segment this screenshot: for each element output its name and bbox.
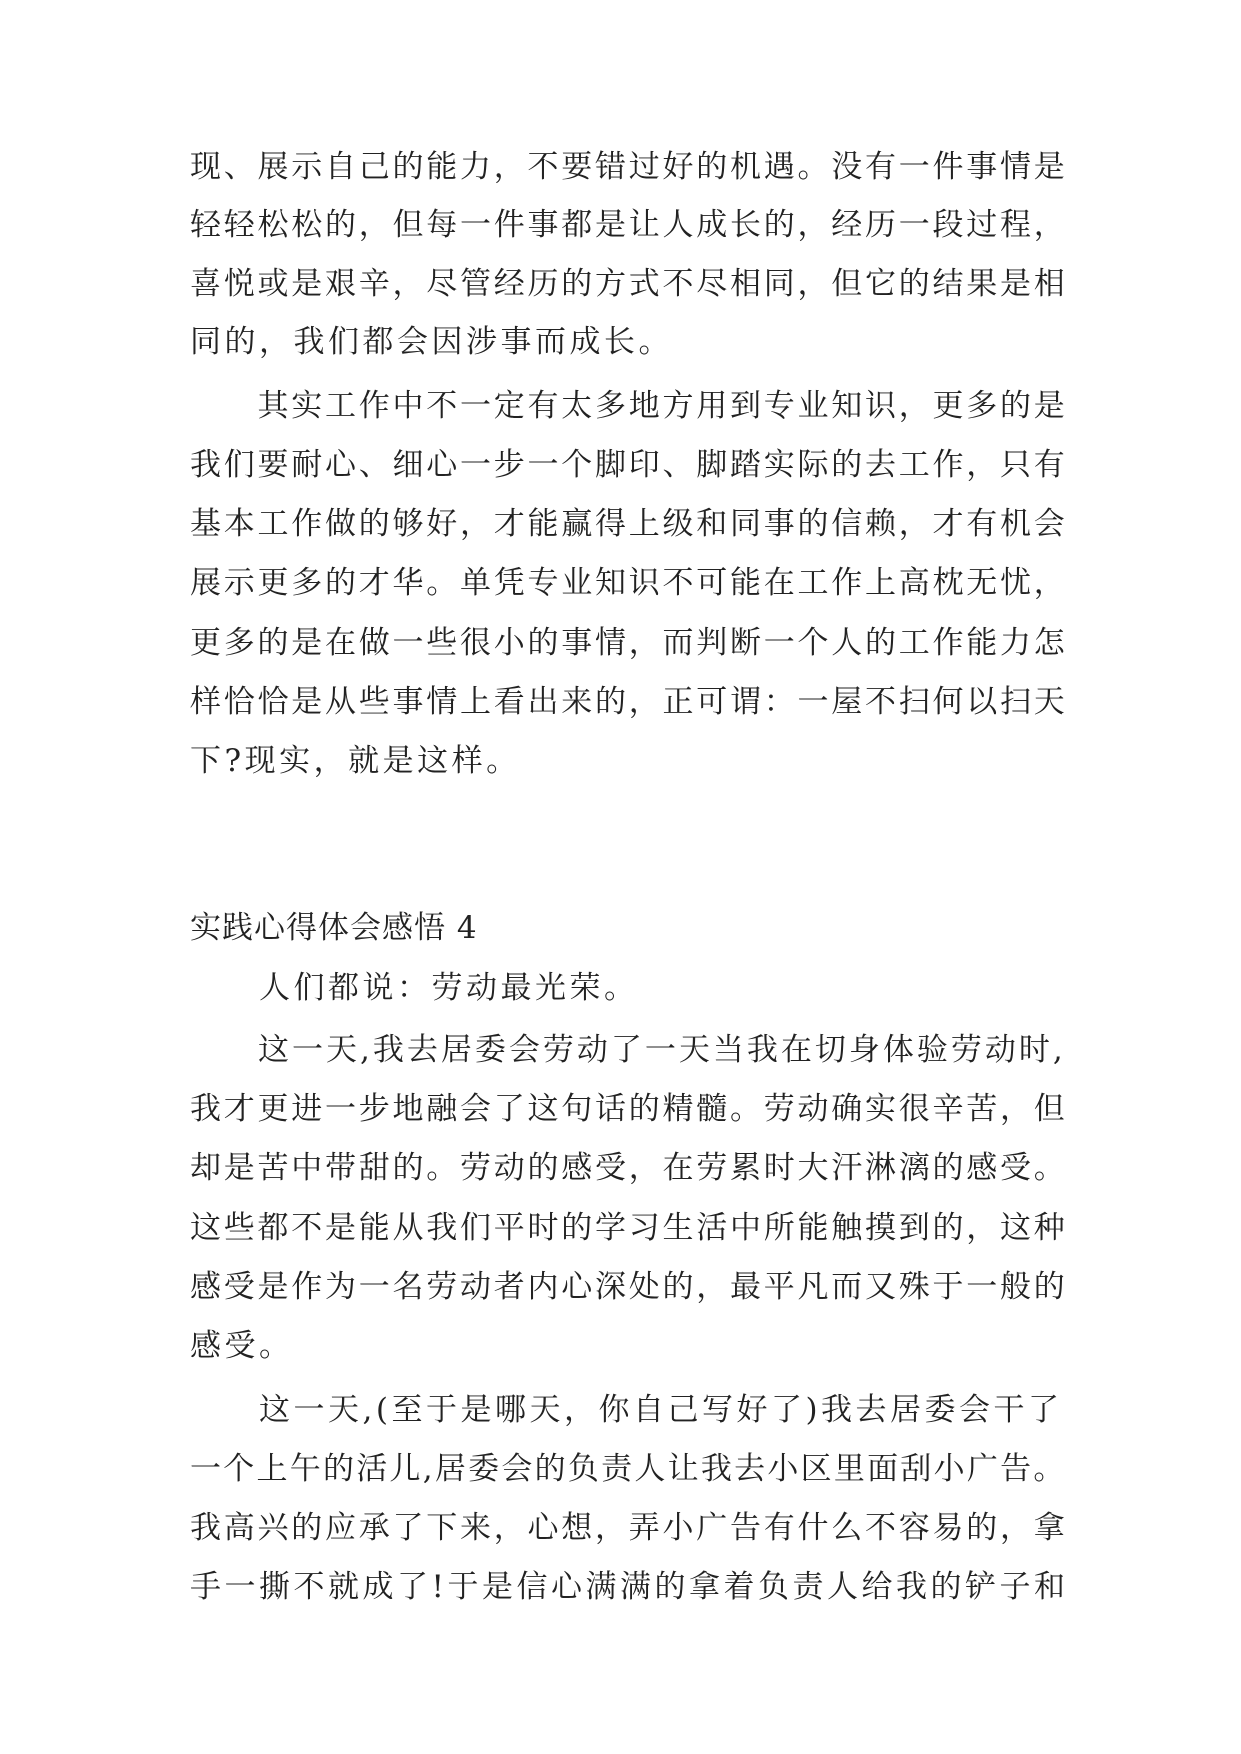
text-line: 却是苦中带甜的。劳动的感受，在劳累时大汗淋漓的感受。 bbox=[190, 1150, 1068, 1186]
text-line: 同的，我们都会因涉事而成长。 bbox=[190, 324, 673, 360]
text-line: 人们都说：劳动最光荣。 bbox=[190, 970, 639, 1006]
text-line: 下?现实，就是这样。 bbox=[190, 743, 521, 779]
text-line: 现、展示自己的能力，不要错过好的机遇。没有一件事情是 bbox=[190, 149, 1068, 185]
text-line: 这一天,(至于是哪天，你自己写好了)我去居委会干了 bbox=[190, 1392, 1063, 1428]
text-line: 我们要耐心、细心一步一个脚印、脚踏实际的去工作，只有 bbox=[190, 447, 1068, 483]
text-line: 感受是作为一名劳动者内心深处的，最平凡而又殊于一般的 bbox=[190, 1269, 1068, 1305]
section-heading: 实践心得体会感悟 4 bbox=[190, 910, 478, 946]
text-line: 我才更进一步地融会了这句话的精髓。劳动确实很辛苦，但 bbox=[190, 1091, 1068, 1127]
text-line: 轻轻松松的，但每一件事都是让人成长的，经历一段过程， bbox=[190, 207, 1068, 243]
text-line: 我高兴的应承了下来，心想，弄小广告有什么不容易的，拿 bbox=[190, 1510, 1068, 1546]
text-line: 感受。 bbox=[190, 1328, 294, 1364]
text-line: 一个上午的活儿,居委会的负责人让我去小区里面刮小广告。 bbox=[190, 1451, 1067, 1487]
text-line: 样恰恰是从些事情上看出来的，正可谓：一屋不扫何以扫天 bbox=[190, 684, 1068, 720]
text-line: 手一撕不就成了!于是信心满满的拿着负责人给我的铲子和 bbox=[190, 1569, 1069, 1605]
text-line: 喜悦或是艰辛，尽管经历的方式不尽相同，但它的结果是相 bbox=[190, 266, 1068, 302]
text-line: 其实工作中不一定有太多地方用到专业知识，更多的是 bbox=[190, 388, 1068, 424]
text-line: 基本工作做的够好，才能赢得上级和同事的信赖，才有机会 bbox=[190, 506, 1068, 542]
text-line: 更多的是在做一些很小的事情，而判断一个人的工作能力怎 bbox=[190, 625, 1068, 661]
text-line: 这些都不是能从我们平时的学习生活中所能触摸到的，这种 bbox=[190, 1210, 1068, 1246]
text-line: 展示更多的才华。单凭专业知识不可能在工作上高枕无忧， bbox=[190, 565, 1068, 601]
text-line: 这一天,我去居委会劳动了一天当我在切身体验劳动时, bbox=[190, 1032, 1066, 1068]
